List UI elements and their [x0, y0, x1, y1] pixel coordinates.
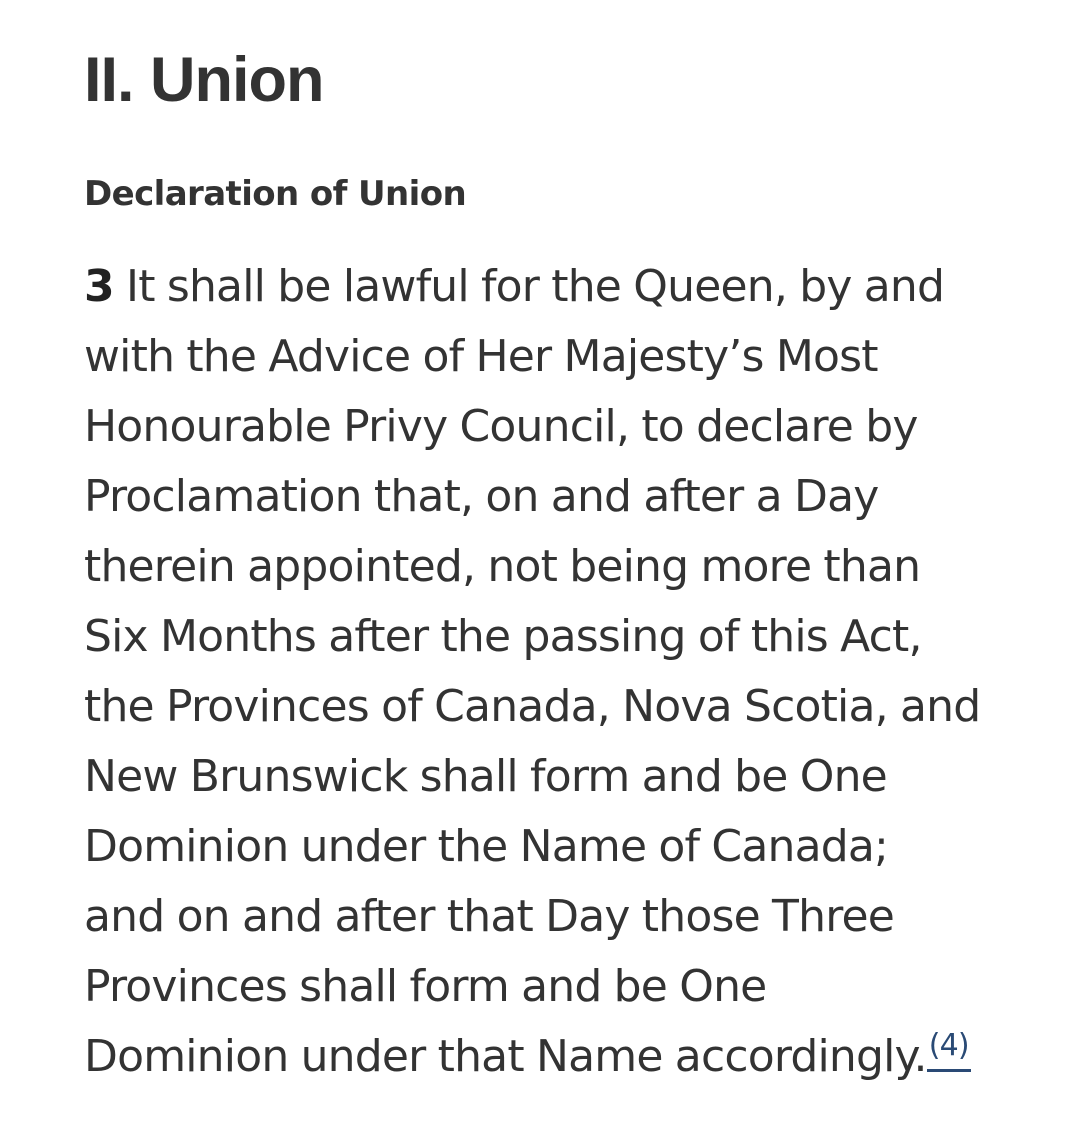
part-heading: II. Union — [84, 45, 324, 115]
section-line: and on and after that Day those Three — [84, 891, 895, 942]
section-line: therein appointed, not being more than — [84, 541, 921, 592]
section-number: 3 — [84, 261, 114, 312]
section-3-text — [84, 252, 984, 1092]
section-line: Provinces shall form and be One — [84, 961, 767, 1012]
section-line: New Brunswick shall form and be One — [84, 751, 887, 802]
section-line: the Provinces of Canada, Nova Scotia, and — [84, 681, 981, 732]
section-line-text: It shall be lawful for the Queen, by and — [113, 261, 945, 312]
section-line-text: Dominion under that Name accordingly. — [84, 1031, 927, 1082]
marginal-note: Declaration of Union — [84, 174, 467, 214]
section-line: with the Advice of Her Majesty’s Most — [84, 331, 878, 382]
section-line — [84, 252, 984, 322]
section-line-last — [84, 1022, 984, 1092]
section-line: Six Months after the passing of this Act, — [84, 611, 922, 662]
section-line: Dominion under the Name of Canada; — [84, 821, 889, 872]
footnote-link[interactable]: (4) — [927, 1028, 971, 1072]
section-line: Honourable Privy Council, to declare by — [84, 401, 918, 452]
section-line: Proclamation that, on and after a Day — [84, 471, 879, 522]
